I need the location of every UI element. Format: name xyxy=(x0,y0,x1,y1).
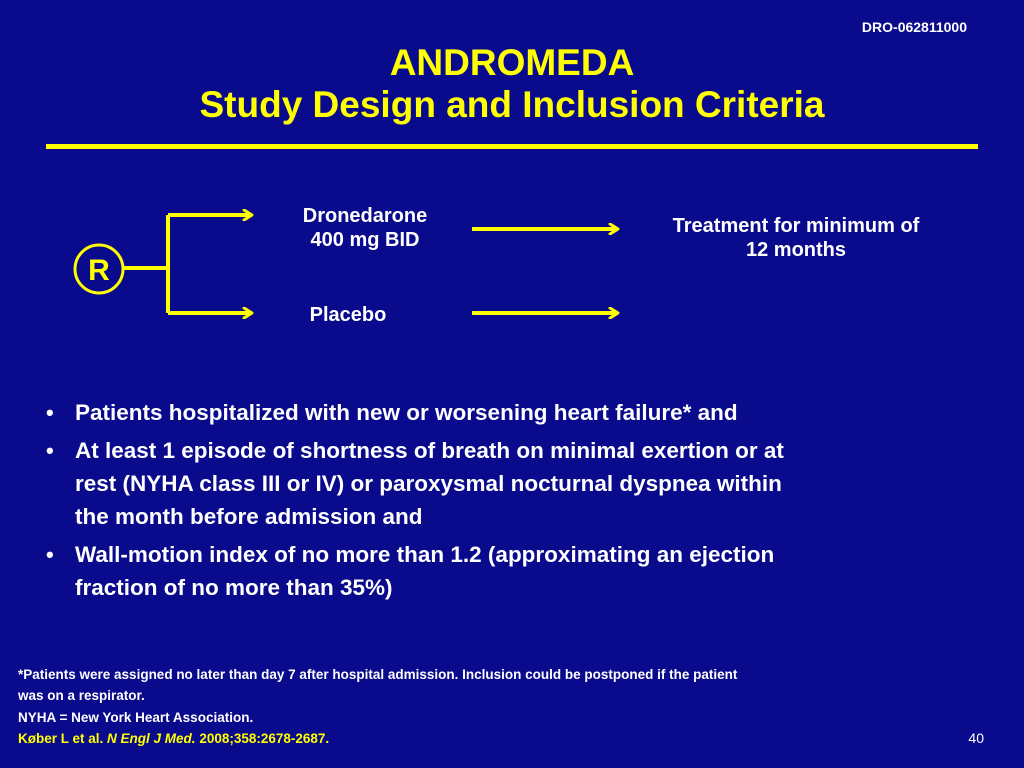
bullet-marker: • xyxy=(46,400,54,425)
reference-citation xyxy=(18,731,329,746)
inclusion-criteria-list xyxy=(44,396,984,609)
footnote-patients: *Patients were assigned no later than day 7 after hospital admission. Inclusion could be postponed if the patient was on a respirator. xyxy=(18,667,738,703)
document-id: DRO-062811000 xyxy=(861,19,967,35)
footnote-nyha: NYHA = New York Heart Association. xyxy=(18,710,254,725)
treatment-duration-label: Treatment for minimum of 12 months xyxy=(672,215,920,261)
dronedarone-arm-label: Dronedarone 400 mg BID xyxy=(302,205,428,251)
reference-authors: Køber L et al. xyxy=(18,731,104,746)
list-item: • At least 1 episode of shortness of breath on minimal exertion or at rest (NYHA class III or IV) or paroxysmal nocturnal dyspnea within the month before admission and xyxy=(44,434,984,533)
bullet-marker: • xyxy=(46,542,54,567)
randomization-label: R xyxy=(88,254,110,287)
reference-details: 2008;358:2678-2687. xyxy=(199,731,330,746)
bullet-marker: • xyxy=(46,438,54,463)
page-number: 40 xyxy=(968,730,984,746)
title-line-2: Study Design and Inclusion Criteria xyxy=(199,84,825,125)
reference-journal: N Engl J Med. xyxy=(107,731,196,746)
list-item: • Wall-motion index of no more than 1.2 (approximating an ejection fraction of no more than 35%) xyxy=(44,538,984,604)
placebo-arm-label: Placebo xyxy=(309,304,387,326)
title-line-1: ANDROMEDA xyxy=(389,42,635,83)
list-item: • Patients hospitalized with new or worsening heart failure* and xyxy=(44,396,984,429)
